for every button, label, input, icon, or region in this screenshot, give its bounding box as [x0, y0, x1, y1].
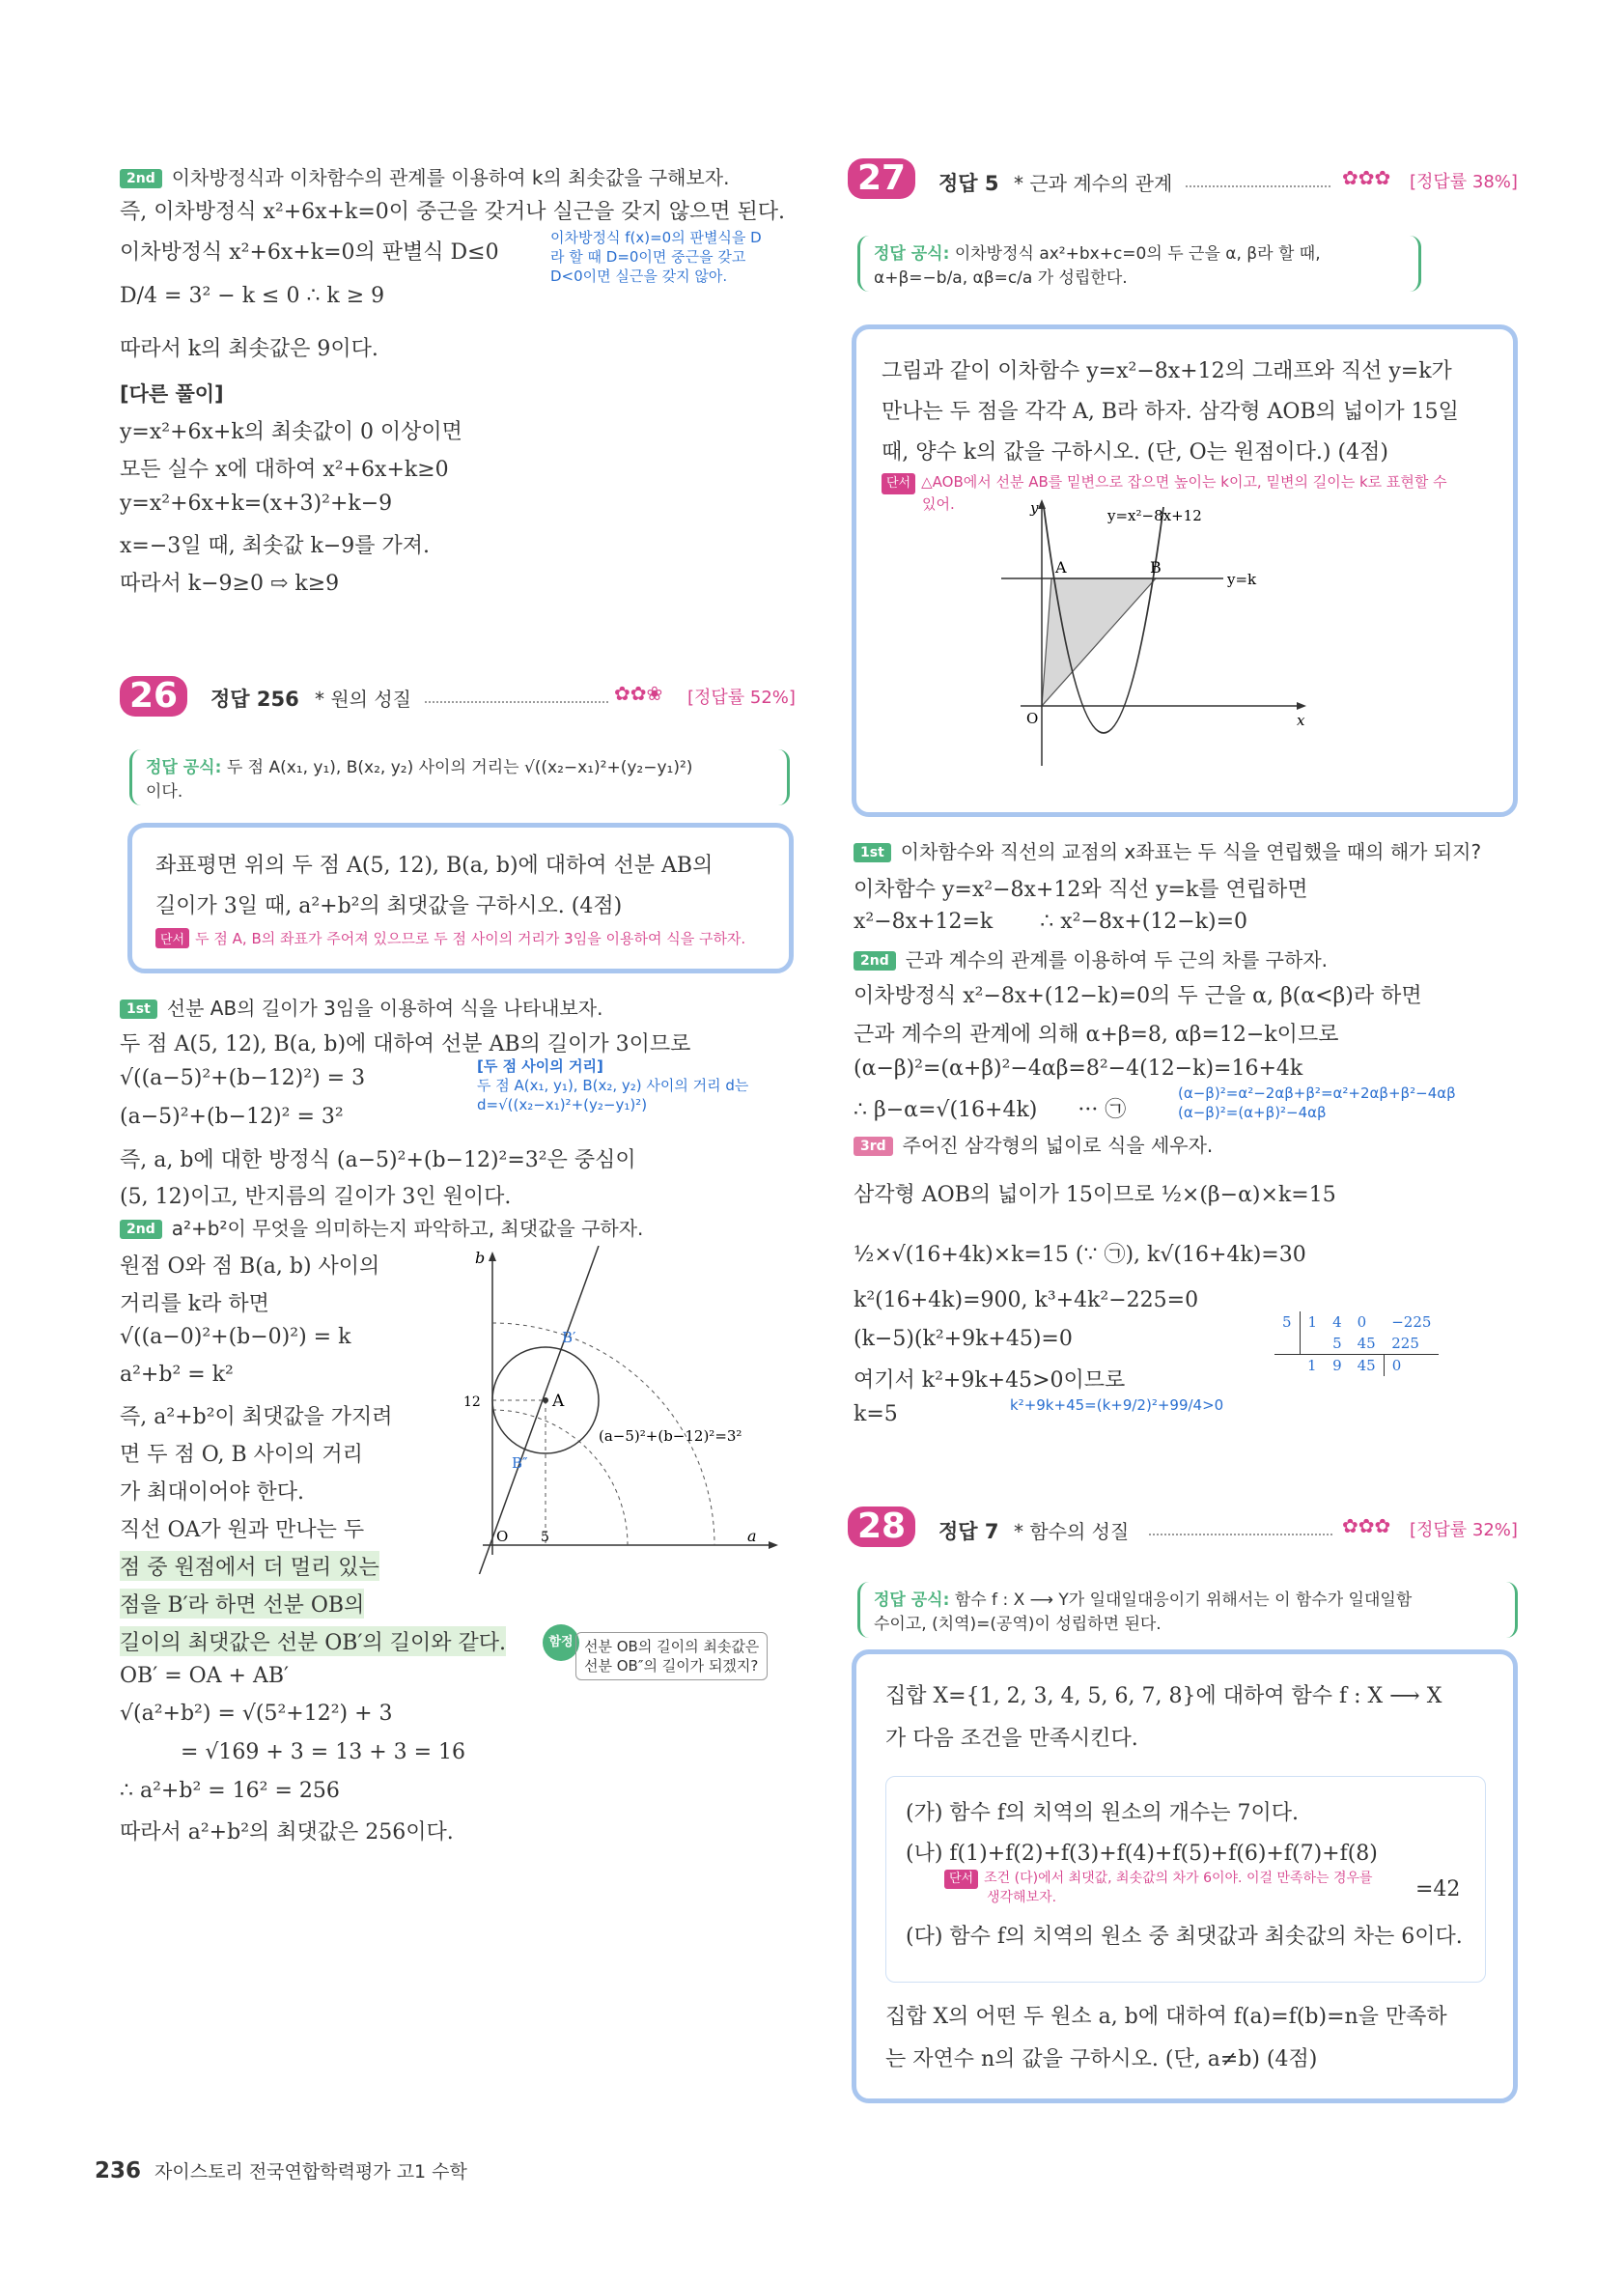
synthetic-division: [1274, 1311, 1439, 1376]
distance-note: [477, 1056, 748, 1114]
x-axis-arrow: [1297, 702, 1306, 710]
synth-cell: 5: [1274, 1311, 1300, 1333]
problem-text: 때, 양수 k의 값을 구하시오. (단, O는 원점이다.) (4점): [882, 440, 1388, 465]
trap-line: 선분 OB의 길이의 최솟값은: [584, 1638, 760, 1655]
hint: [944, 1870, 1373, 1906]
hint: [155, 928, 745, 948]
page-footer: [95, 2157, 467, 2183]
synth-cell: [1274, 1355, 1300, 1377]
correct-rate: [정답률 38%]: [1410, 172, 1518, 192]
step-3-heading: [854, 1130, 1213, 1158]
label-5: 5: [541, 1530, 549, 1545]
a-axis-arrow: [769, 1541, 778, 1549]
step-badge: 3rd: [854, 1137, 893, 1156]
problem-text: 길이가 3일 때, a²+b²의 최댓값을 구하시오. (4점): [155, 894, 623, 918]
synth-cell: 45: [1357, 1335, 1376, 1352]
note-line: 라 할 때 D=0이면 중근을 갖고: [550, 248, 746, 266]
difficulty-stars: ✿✿❀: [614, 682, 663, 705]
step-text: a²+b²이 무엇을 의미하는지 파악하고, 최댓값을 구하자.: [171, 1217, 644, 1240]
note-line: (α−β)²=(α+β)²−4αβ: [1178, 1104, 1327, 1121]
formula-text: α+β=−b/a, αβ=c/a 가 성립한다.: [874, 268, 1128, 288]
solution-line: ½×√(16+4k)×k=15 (∵ ㉠), k√(16+4k)=30: [854, 1243, 1306, 1267]
step-2-heading: [120, 1213, 643, 1241]
trap-line: 선분 OB″의 길이가 되겠지?: [584, 1657, 759, 1675]
solution-line: 원점 O와 점 B(a, b) 사이의: [120, 1254, 380, 1279]
solution-line: √((a−5)²+(b−12)²) = 3: [120, 1066, 366, 1090]
label-origin: O: [496, 1528, 509, 1545]
topic-label: * 원의 성질: [315, 688, 411, 711]
synth-row: [1274, 1355, 1439, 1377]
problem-text: [155, 849, 713, 879]
formula-text: 수이고, (치역)=(공역)이 성립하면 된다.: [874, 1615, 1162, 1634]
solution-line: 여기서 k²+9k+45>0이므로: [854, 1368, 1126, 1393]
step-badge: 1st: [854, 843, 891, 862]
synth-cell: [1300, 1333, 1325, 1355]
step-badge: 2nd: [120, 169, 162, 188]
line-oa: [465, 1246, 599, 1574]
formula-text: 두 점 A(x₁, y₁), B(x₂, y₂) 사이의 거리는 √((x₂−x₁)²+(y₂−y₁)²): [226, 758, 693, 777]
curve-label: y=x²−8x+12: [1107, 507, 1202, 524]
synth-cell: 1: [1307, 1313, 1318, 1331]
hint-text: 두 점 A, B의 좌표가 주어져 있으므로 두 점 사이의 거리가 3임을 이용하여 식을 구하자.: [195, 930, 746, 947]
problem-text: 집합 X의 어떤 두 원소 a, b에 대하여 f(a)=f(b)=n을 만족하: [885, 2005, 1447, 2029]
synthetic-table: [1274, 1311, 1439, 1376]
note-title: [두 점 사이의 거리]: [477, 1057, 603, 1075]
hint-badge: 단서: [944, 1870, 978, 1889]
solution-line: ∴ a²+b² = 16² = 256: [120, 1779, 340, 1803]
solution-line: (α−β)²=(α+β)²−4αβ=8²−4(12−k)=16+4k: [854, 1056, 1303, 1081]
topic-label: * 함수의 성질: [1014, 1520, 1130, 1543]
problem-text: 만나는 두 점을 각각 A, B라 하자. 삼각형 AOB의 넓이가 15일: [882, 400, 1459, 424]
side-note: k²+9k+45=(k+9/2)²+99/4>0: [1010, 1396, 1224, 1414]
step-text: 이차함수와 직선의 교점의 x좌표는 두 식을 연립했을 때의 해가 되지?: [900, 840, 1482, 863]
leader-dots: [1149, 1534, 1332, 1535]
trap-badge: 함정: [543, 1624, 579, 1661]
synth-cell: 0: [1384, 1355, 1439, 1377]
hint-text: 생각해보자.: [987, 1890, 1057, 1905]
difficulty-stars: ✿✿✿: [1342, 1514, 1391, 1537]
problem-text: 가 다음 조건을 만족시킨다.: [885, 1727, 1138, 1751]
label-b: B: [1150, 558, 1162, 577]
synth-row: [1274, 1311, 1439, 1333]
label-b-prime: B′: [562, 1329, 576, 1346]
triangle-aob: [1042, 578, 1156, 706]
alt-line: y=x²+6x+k의 최솟값이 0 이상이면: [120, 420, 462, 444]
solution-line: √(a²+b²) = √(5²+12²) + 3: [120, 1702, 393, 1726]
note-line: 이차방정식 f(x)=0의 판별식을 D: [550, 229, 762, 246]
problem-text: 집합 X={1, 2, 3, 4, 5, 6, 7, 8}에 대하여 함수 f : X ⟶ X: [885, 1684, 1442, 1708]
b-axis-arrow: [489, 1252, 496, 1261]
condition-line: (나) f(1)+f(2)+f(3)+f(4)+f(5)+f(6)+f(7)+f(8): [906, 1842, 1378, 1866]
solution-line: 이차함수 y=x²−8x+12와 직선 y=k를 연립하면: [854, 878, 1308, 902]
label-12: 12: [463, 1394, 481, 1410]
problem-line: 좌표평면 위의 두 점 A(5, 12), B(a, b)에 대하여 선분 AB의: [155, 854, 714, 878]
formula-label: 정답 공식:: [874, 244, 950, 264]
synth-cell: 0: [1357, 1313, 1367, 1331]
solution-line: (a−5)²+(b−12)² = 3²: [120, 1105, 344, 1129]
solution-line: 근과 계수의 관계에 의해 α+β=8, αβ=12−k이므로: [854, 1023, 1339, 1047]
hint-badge: 단서: [882, 473, 915, 494]
problem-number: 27: [848, 158, 915, 199]
solution-line: k²(16+4k)=900, k³+4k²−225=0: [854, 1288, 1199, 1312]
synth-cell: [1274, 1333, 1300, 1355]
correct-rate: [정답률 32%]: [1410, 1520, 1518, 1540]
solution-line: (5, 12)이고, 반지름의 길이가 3인 원이다.: [120, 1185, 512, 1209]
solution-line: OB′ = OA + AB′: [120, 1664, 290, 1688]
synth-cell: 225: [1391, 1335, 1419, 1352]
problem-text: 는 자연수 n의 값을 구하시오. (단, a≠b) (4점): [885, 2047, 1318, 2071]
step-2-heading: [120, 162, 729, 190]
problem-box: [852, 324, 1518, 817]
solution-line: 두 점 A(5, 12), B(a, b)에 대하여 선분 AB의 길이가 3이므로: [120, 1032, 691, 1056]
page-number: 236: [95, 2158, 142, 2183]
circle-equation: (a−5)²+(b−12)²=3²: [599, 1427, 742, 1445]
solution-line: = √169 + 3 = 13 + 3 = 16: [120, 1740, 466, 1764]
solution-line: 가 최대이어야 한다.: [120, 1480, 304, 1505]
hint-text: 조건 (다)에서 최댓값, 최솟값의 차가 6이야. 이걸 만족하는 경우를: [984, 1871, 1373, 1886]
solution-line: 거리를 k라 하면: [120, 1292, 269, 1316]
solution-line: 삼각형 AOB의 넓이가 15이므로 ½×(β−α)×k=15: [854, 1183, 1336, 1207]
leader-dots: [425, 701, 608, 703]
answer-formula: [129, 749, 790, 805]
solution-line: k=5: [854, 1402, 898, 1426]
alt-solution-title: [다른 풀이]: [120, 382, 224, 406]
solution-line: 점 중 원점에서 더 멀리 있는: [120, 1551, 379, 1581]
solution-line: 길이의 최댓값은 선분 OB′의 길이와 같다.: [120, 1626, 506, 1656]
trap-note: [575, 1632, 768, 1680]
solution-line: 면 두 점 O, B 사이의 거리: [120, 1443, 363, 1467]
synth-row: [1274, 1333, 1439, 1355]
step-1-heading: [854, 836, 1481, 864]
solution-line: 즉, 이차방정식 x²+6x+k=0이 중근을 갖거나 실근을 갖지 않으면 된다.: [120, 200, 785, 224]
problem-number: 26: [120, 676, 187, 717]
formula-text: 이차방정식 ax²+bx+c=0의 두 근을 α, β라 할 때,: [954, 244, 1321, 264]
synth-cell: −225: [1391, 1313, 1432, 1331]
label-a: A: [1055, 558, 1067, 577]
step-1-heading: [120, 993, 603, 1021]
alt-line: x=−3일 때, 최솟값 k−9를 가져.: [120, 534, 431, 558]
note-line: d=√((x₂−x₁)²+(y₂−y₁)²): [477, 1096, 648, 1113]
label-a-axis: a: [747, 1527, 757, 1545]
solution-line: ∴ β−α=√(16+4k) ··· ㉠: [854, 1098, 1127, 1122]
problem-box: [127, 823, 794, 973]
answer-label: 정답 256: [210, 688, 299, 711]
step-text: 이차방정식과 이차함수의 관계를 이용하여 k의 최솟값을 구해보자.: [171, 166, 730, 189]
difficulty-stars: ✿✿✿: [1342, 166, 1391, 189]
line-label: y=k: [1227, 571, 1257, 588]
answer-label: 정답 5: [938, 172, 999, 195]
solution-line: 이차방정식 x²−8x+(12−k)=0의 두 근을 α, β(α<β)라 하면: [854, 984, 1422, 1008]
solution-line: 따라서 a²+b²의 최댓값은 256이다.: [120, 1820, 454, 1845]
book-title: 자이스토리 전국연합학력평가 고1 수학: [154, 2161, 467, 2182]
side-note: [550, 228, 762, 286]
synth-cell: 5: [1332, 1335, 1342, 1352]
label-a: A: [552, 1392, 565, 1411]
answer-formula: [857, 1582, 1518, 1638]
step-text: 주어진 삼각형의 넓이로 식을 세우자.: [902, 1134, 1214, 1157]
solution-line: D/4 = 3² − k ≤ 0 ∴ k ≥ 9: [120, 284, 385, 308]
condition-line: (다) 함수 f의 치역의 원소 중 최댓값과 최솟값의 차는 6이다.: [906, 1925, 1463, 1949]
problem-box: [852, 1649, 1518, 2103]
label-b-double-prime: B″: [512, 1454, 528, 1472]
formula-label: 정답 공식:: [874, 1591, 950, 1610]
side-note: [1178, 1084, 1456, 1122]
alt-line: 모든 실수 x에 대하여 x²+6x+k≥0: [120, 458, 449, 482]
solution-line: √((a−0)²+(b−0)²) = k: [120, 1325, 351, 1349]
condition-box: [885, 1776, 1486, 1983]
alt-line: y=x²+6x+k=(x+3)²+k−9: [120, 492, 393, 516]
problem-number: 28: [848, 1507, 915, 1547]
formula-text: 함수 f : X ⟶ Y가 일대일대응이기 위해서는 이 함수가 일대일함: [954, 1591, 1413, 1610]
synth-cell: 1: [1307, 1357, 1317, 1374]
label-x: x: [1297, 712, 1305, 729]
solution-line: 점을 B′라 하면 선분 OB의: [120, 1589, 364, 1619]
synth-cell: 4: [1332, 1313, 1342, 1331]
step-badge: 1st: [120, 1000, 157, 1019]
hint-text: △AOB에서 선분 AB를 밑변으로 잡으면 높이는 k이고, 밑변의 길이는 k로 표현할 수: [921, 473, 1447, 491]
solution-line: 따라서 k의 최솟값은 9이다.: [120, 337, 378, 361]
circle-graph: [454, 1246, 782, 1574]
solution-line: 직선 OA가 원과 만나는 두: [120, 1518, 365, 1542]
condition-line: =42: [1415, 1877, 1461, 1901]
label-y: y: [1030, 499, 1039, 517]
step-badge: 2nd: [120, 1220, 162, 1239]
condition-line: (가) 함수 f의 치역의 원소의 개수는 7이다.: [906, 1801, 1300, 1825]
answer-label: 정답 7: [938, 1520, 999, 1543]
step-text: 근과 계수의 관계를 이용하여 두 근의 차를 구하자.: [905, 948, 1328, 972]
hint-badge: 단서: [155, 928, 189, 948]
label-b-axis: b: [475, 1249, 486, 1267]
step-badge: 2nd: [854, 951, 896, 971]
formula-text: 이다.: [146, 782, 183, 802]
parabola-graph: [1001, 495, 1378, 785]
note-line: (α−β)²=α²−2αβ+β²=α²+2αβ+β²−4αβ: [1178, 1084, 1456, 1102]
note-line: 두 점 A(x₁, y₁), B(x₂, y₂) 사이의 거리 d는: [477, 1077, 749, 1094]
solution-line: a²+b² = k²: [120, 1363, 234, 1387]
solution-line: 즉, a, b에 대한 방정식 (a−5)²+(b−12)²=3²은 중심이: [120, 1148, 636, 1172]
hint-text: 있어.: [922, 495, 955, 513]
point-a: [543, 1397, 548, 1403]
solution-line: 이차방정식 x²+6x+k=0의 판별식 D≤0: [120, 240, 499, 265]
leader-dots: [1186, 185, 1330, 187]
solution-line: 즉, a²+b²이 최댓값을 가지려: [120, 1405, 393, 1429]
alt-line: 따라서 k−9≥0 ⇨ k≥9: [120, 572, 340, 596]
label-origin: O: [1026, 710, 1039, 727]
answer-formula: [857, 236, 1421, 292]
problem-text: 그림과 같이 이차함수 y=x²−8x+12의 그래프와 직선 y=k가: [882, 359, 1452, 383]
synth-cell: 45: [1357, 1357, 1376, 1374]
formula-label: 정답 공식:: [146, 758, 222, 777]
step-text: 선분 AB의 길이가 3임을 이용하여 식을 나타내보자.: [166, 997, 603, 1020]
synth-cell: 9: [1332, 1357, 1342, 1374]
note-line: D<0이면 실근을 갖지 않아.: [550, 268, 728, 285]
step-2-heading: [854, 944, 1328, 972]
correct-rate: [정답률 52%]: [687, 688, 796, 708]
solution-line: x²−8x+12=k ∴ x²−8x+(12−k)=0: [854, 910, 1248, 934]
solution-line: (k−5)(k²+9k+45)=0: [854, 1327, 1073, 1351]
topic-label: * 근과 계수의 관계: [1014, 172, 1173, 195]
